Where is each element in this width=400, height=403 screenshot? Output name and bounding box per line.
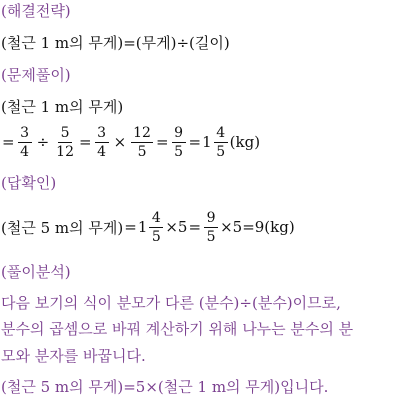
- multiply-term: ×5: [165, 218, 188, 236]
- denominator: 5: [137, 143, 147, 160]
- unit-label: (kg): [229, 133, 261, 151]
- solution-equation: [1, 120, 260, 164]
- numerator: 12: [133, 124, 151, 141]
- numerator: 9: [204, 211, 218, 228]
- denominator: 5: [174, 143, 183, 160]
- strategy-text: (철근 1 m의 무게)=(무게)÷(길이): [1, 34, 230, 52]
- equals-sign: =: [2, 133, 15, 151]
- fraction: [131, 126, 153, 159]
- numerator: 4: [214, 126, 228, 143]
- fraction: [172, 126, 186, 159]
- divide-sign: ÷: [36, 133, 50, 151]
- fraction: [54, 126, 76, 159]
- equals-sign: =: [188, 133, 202, 151]
- fraction: [204, 211, 218, 244]
- answer-label: (철근 5 m의 무게): [1, 218, 124, 237]
- denominator: 5: [216, 143, 226, 160]
- denominator: 5: [206, 228, 216, 245]
- denominator: 5: [151, 228, 161, 245]
- analysis-line: 분수의 곱셈으로 바꿔 계산하기 위해 나누는 분수의 분: [1, 320, 354, 338]
- equals-sign: =: [124, 218, 137, 236]
- analysis-heading: (풀이분석): [1, 263, 71, 281]
- answer-heading: (답확인): [1, 174, 57, 192]
- strategy-heading: (해결전략): [1, 2, 71, 20]
- analysis-line: 다음 보기의 식이 분모가 다른 (분수)÷(분수)이므로,: [1, 294, 341, 312]
- numerator: 4: [149, 211, 163, 228]
- equals-sign: =: [155, 133, 169, 151]
- numerator: 3: [95, 126, 109, 143]
- fraction: [18, 126, 32, 159]
- denominator: 4: [97, 143, 107, 160]
- fraction: [95, 126, 109, 159]
- mixed-whole-number: 1: [137, 218, 148, 236]
- answer-result: =9(kg): [242, 218, 295, 236]
- solution-heading: (문제풀이): [1, 66, 71, 84]
- fraction: [214, 126, 228, 159]
- answer-equation: [1, 205, 295, 249]
- multiply-sign: ×: [113, 133, 127, 151]
- denominator: 12: [56, 143, 74, 160]
- analysis-line: 모와 분자를 바꿉니다.: [1, 347, 146, 365]
- fraction: [149, 211, 163, 244]
- numerator: 3: [18, 126, 32, 143]
- equals-sign: =: [78, 133, 92, 151]
- numerator: 9: [172, 126, 186, 143]
- numerator: 5: [58, 126, 72, 143]
- denominator: 4: [20, 143, 30, 160]
- equals-sign: =: [188, 218, 202, 236]
- multiply-term: ×5: [220, 218, 243, 236]
- mixed-whole-number: 1: [202, 133, 212, 151]
- solution-label: (철근 1 m의 무게): [1, 98, 124, 116]
- analysis-line: (철근 5 m의 무게)=5×(철근 1 m의 무게)입니다.: [1, 378, 329, 396]
